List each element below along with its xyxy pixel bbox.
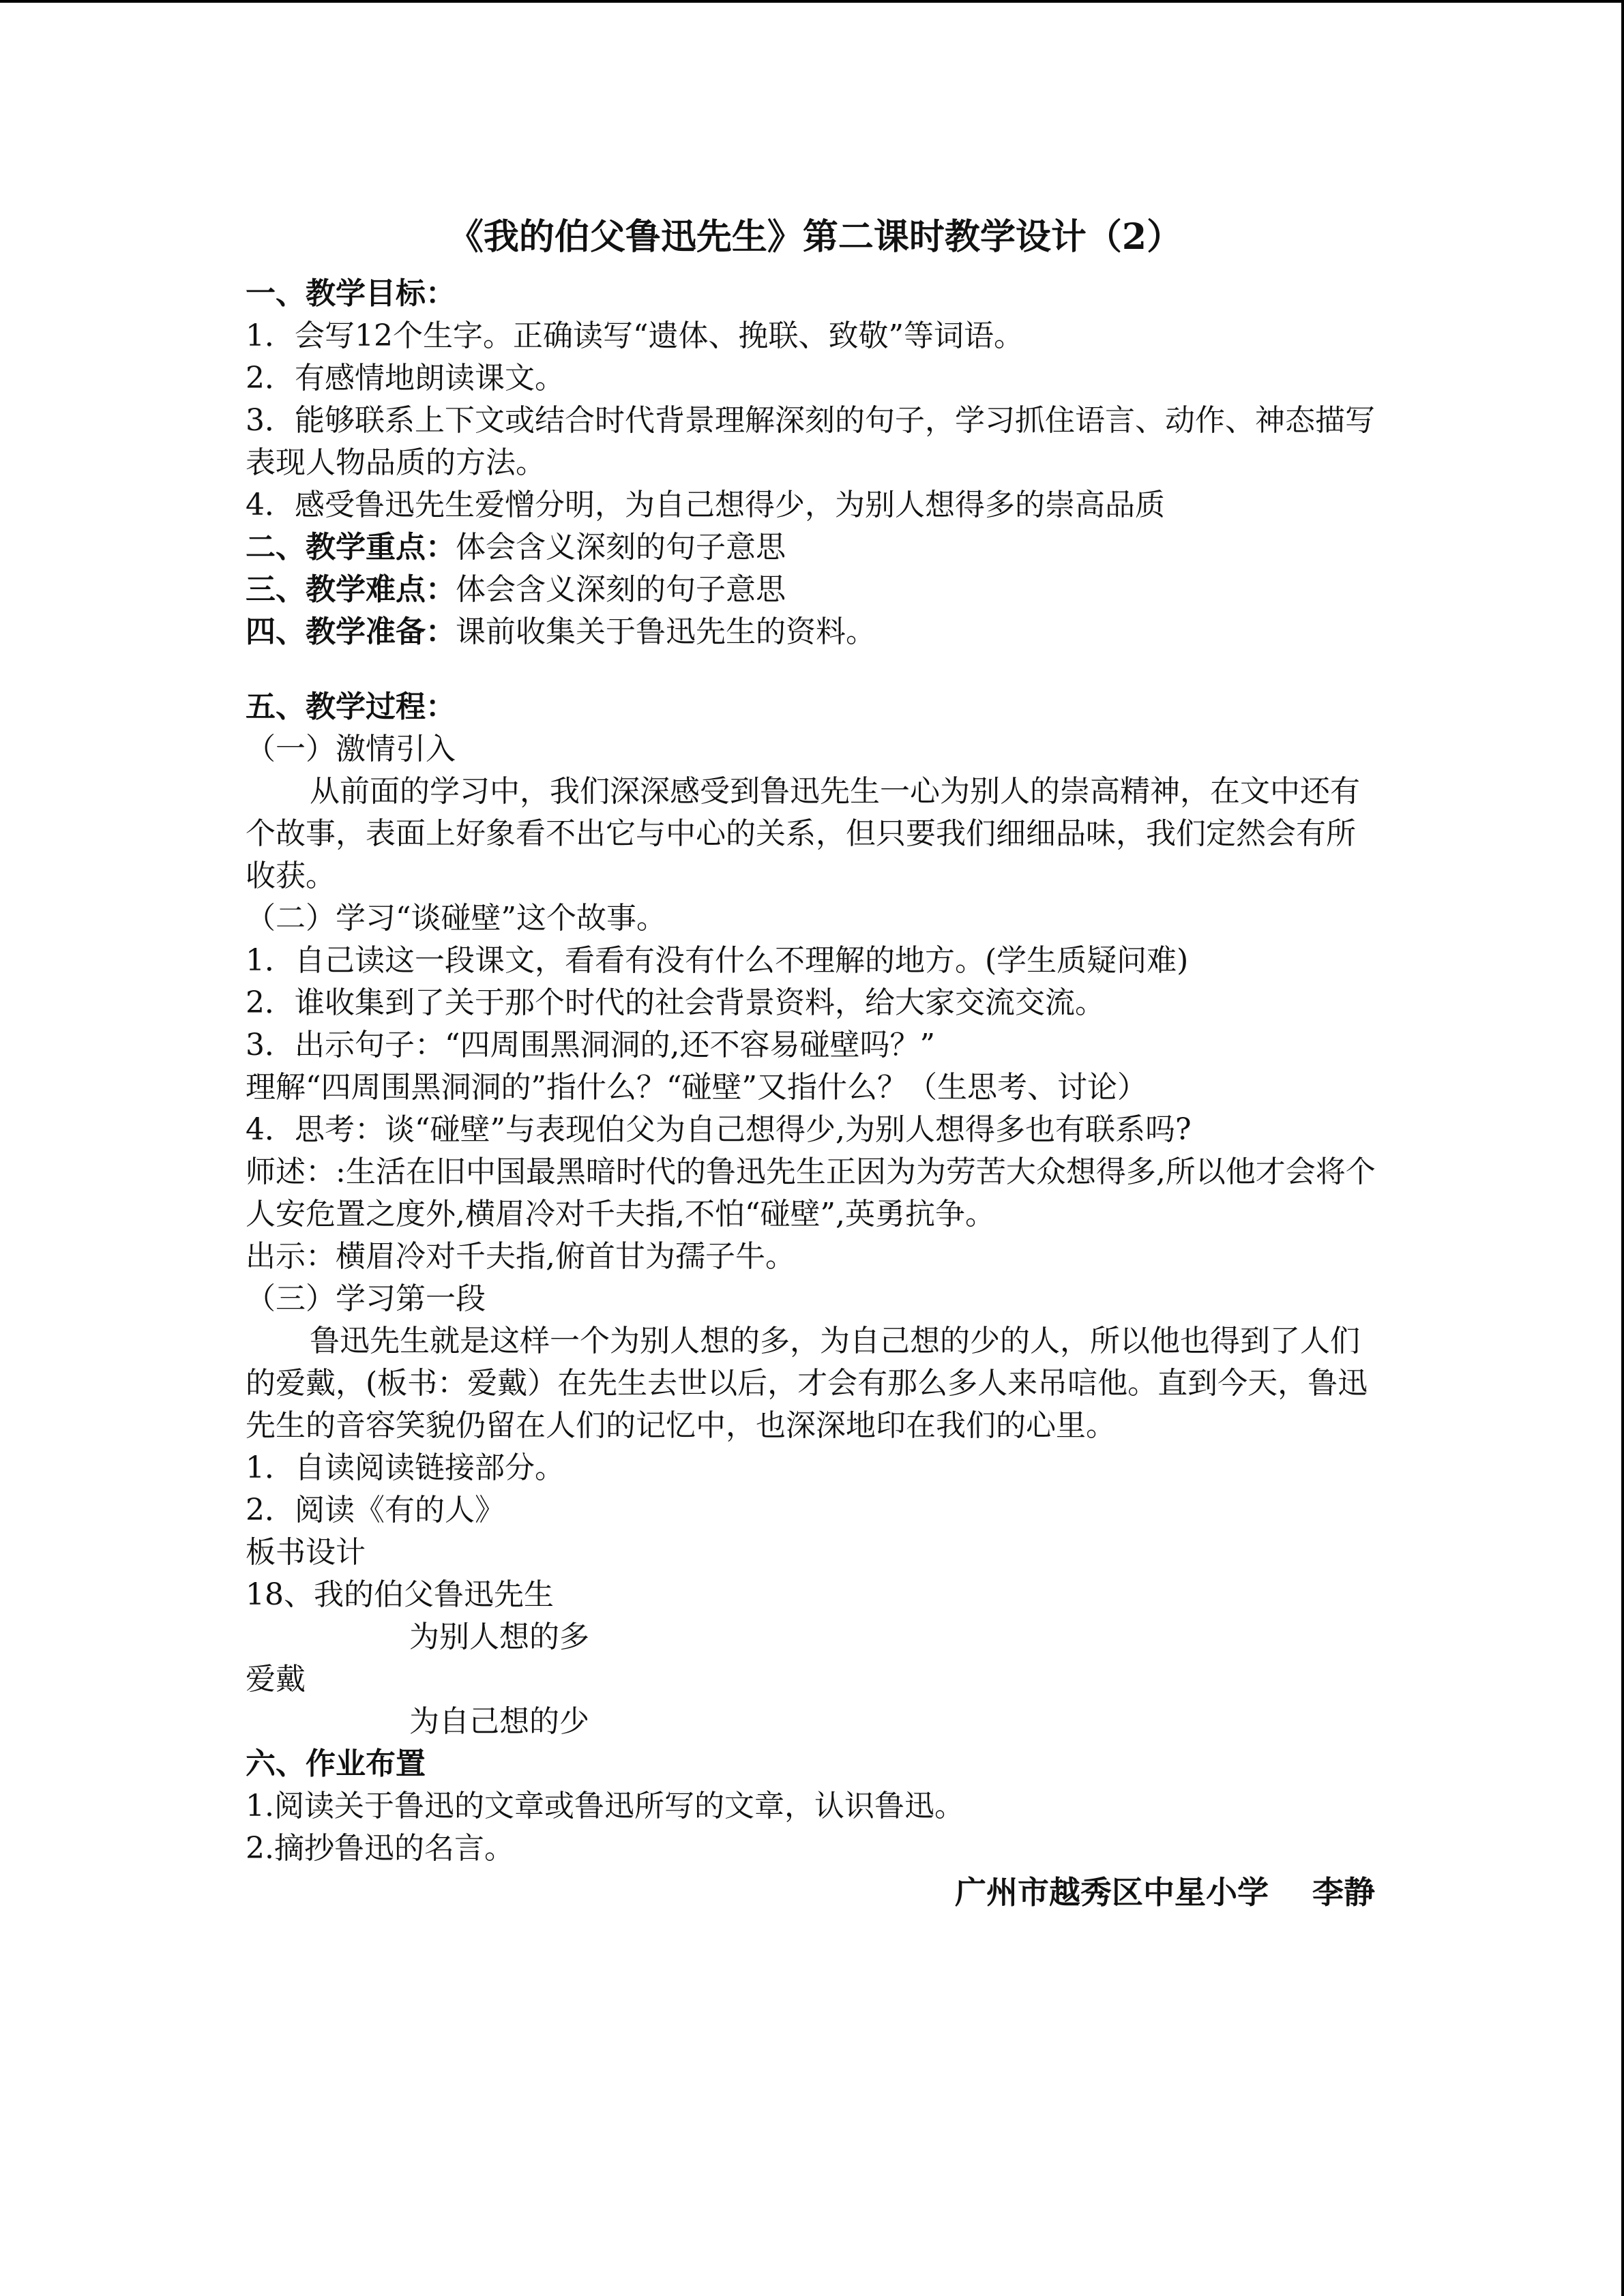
process-part1-heading: （一）激情引入 (246, 732, 456, 766)
section-difficulties (246, 569, 1378, 611)
process-part2-item-1: 1．自己读这一段课文，看看有没有什么不理解的地方。(学生质疑问难) (246, 943, 1189, 978)
process-part2-item-5: 4．思考：谈“碰壁”与表现伯父为自己想得少,为别人想得多也有联系吗? (246, 1112, 1192, 1147)
section-preparation-text: 课前收集关于鲁迅先生的资料。 (456, 614, 876, 649)
section-homework-heading: 六、作业布置 (246, 1746, 426, 1781)
objective-item-4: 4．感受鲁迅先生爱憎分明，为自己想得少，为别人想得多的崇高品质 (246, 488, 1165, 522)
section-process-heading: 五、教学过程： (246, 689, 456, 724)
section-key-points (246, 526, 1378, 569)
section-key-points-heading: 二、教学重点： (246, 530, 456, 565)
process-part3-item-1: 1．自读阅读链接部分。 (246, 1450, 565, 1485)
page-top-border (0, 0, 1624, 3)
section-difficulties-text: 体会含义深刻的句子意思 (456, 572, 786, 607)
homework-item-1: 1.阅读关于鲁迅的文章或鲁迅所写的文章，认识鲁迅。 (246, 1789, 964, 1823)
process-part2-item-2: 2．谁收集到了关于那个时代的社会背景资料，给大家交流交流。 (246, 985, 1105, 1020)
objective-item-1: 1．会写12个生字。正确读写“遗体、挽联、致敬”等词语。 (246, 318, 1024, 353)
section-objectives-heading: 一、教学目标： (246, 276, 456, 311)
homework-item-2: 2.摘抄鲁迅的名言。 (246, 1831, 514, 1866)
page-right-border (1621, 0, 1624, 2296)
process-part2-heading: （二）学习“谈碰壁”这个故事。 (246, 901, 666, 936)
document-body (246, 211, 1378, 1915)
process-part1-paragraph: 从前面的学习中，我们深深感受到鲁迅先生一心为别人的崇高精神，在文中还有个故事，表面上好象看不出它与中心的关系，但只要我们细细品味，我们定然会有所收获。 (246, 774, 1360, 893)
process-part3-heading: （三）学习第一段 (246, 1281, 486, 1316)
section-preparation-heading: 四、教学准备： (246, 614, 456, 649)
objective-item-3: 3．能够联系上下文或结合时代背景理解深刻的句子，学习抓住语言、动作、神态描写表现人物品质的方法。 (246, 403, 1375, 480)
author-signature: 广州市越秀区中星小学 李静 (954, 1874, 1375, 1911)
board-line-title: 18、我的伯父鲁迅先生 (246, 1577, 554, 1612)
document-title: 《我的伯父鲁迅先生》第二课时教学设计（2） (447, 216, 1183, 258)
section-key-points-text: 体会含义深刻的句子意思 (456, 530, 786, 565)
spacer (246, 653, 1378, 686)
process-part2-teacher-note: 师述：:生活在旧中国最黑暗时代的鲁迅先生正因为为劳苦大众想得多,所以他才会将个人安危置之度外,横眉冷对千夫指,不怕“碰壁”,英勇抗争。 (246, 1154, 1376, 1232)
board-line-self: 为自己想的少 (409, 1704, 589, 1739)
process-part3-paragraph: 鲁迅先生就是这样一个为别人想的多，为自己想的少的人，所以他也得到了人们的爱戴，(板书：爱戴）在先生去世以后，才会有那么多人来吊唁他。直到今天，鲁迅先生的音容笑貌仍留在人们的记忆中，也深深地印在我们的心里。 (246, 1324, 1368, 1443)
process-part3-item-2: 2．阅读《有的人》 (246, 1493, 505, 1527)
objective-item-2: 2．有感情地朗读课文。 (246, 361, 565, 396)
board-line-center: 爱戴 (246, 1662, 306, 1697)
section-difficulties-heading: 三、教学难点： (246, 572, 456, 607)
board-design-heading: 板书设计 (246, 1535, 366, 1570)
board-line-others: 为别人想的多 (409, 1620, 589, 1654)
process-part2-item-4: 理解“四周围黑洞洞的”指什么？“碰壁”又指什么？（生思考、讨论） (246, 1070, 1147, 1105)
process-part2-show: 出示：横眉冷对千夫指,俯首甘为孺子牛。 (246, 1239, 795, 1274)
process-part2-item-3: 3．出示句子：“四周围黑洞洞的,还不容易碰壁吗？” (246, 1028, 935, 1062)
section-preparation (246, 611, 1378, 653)
